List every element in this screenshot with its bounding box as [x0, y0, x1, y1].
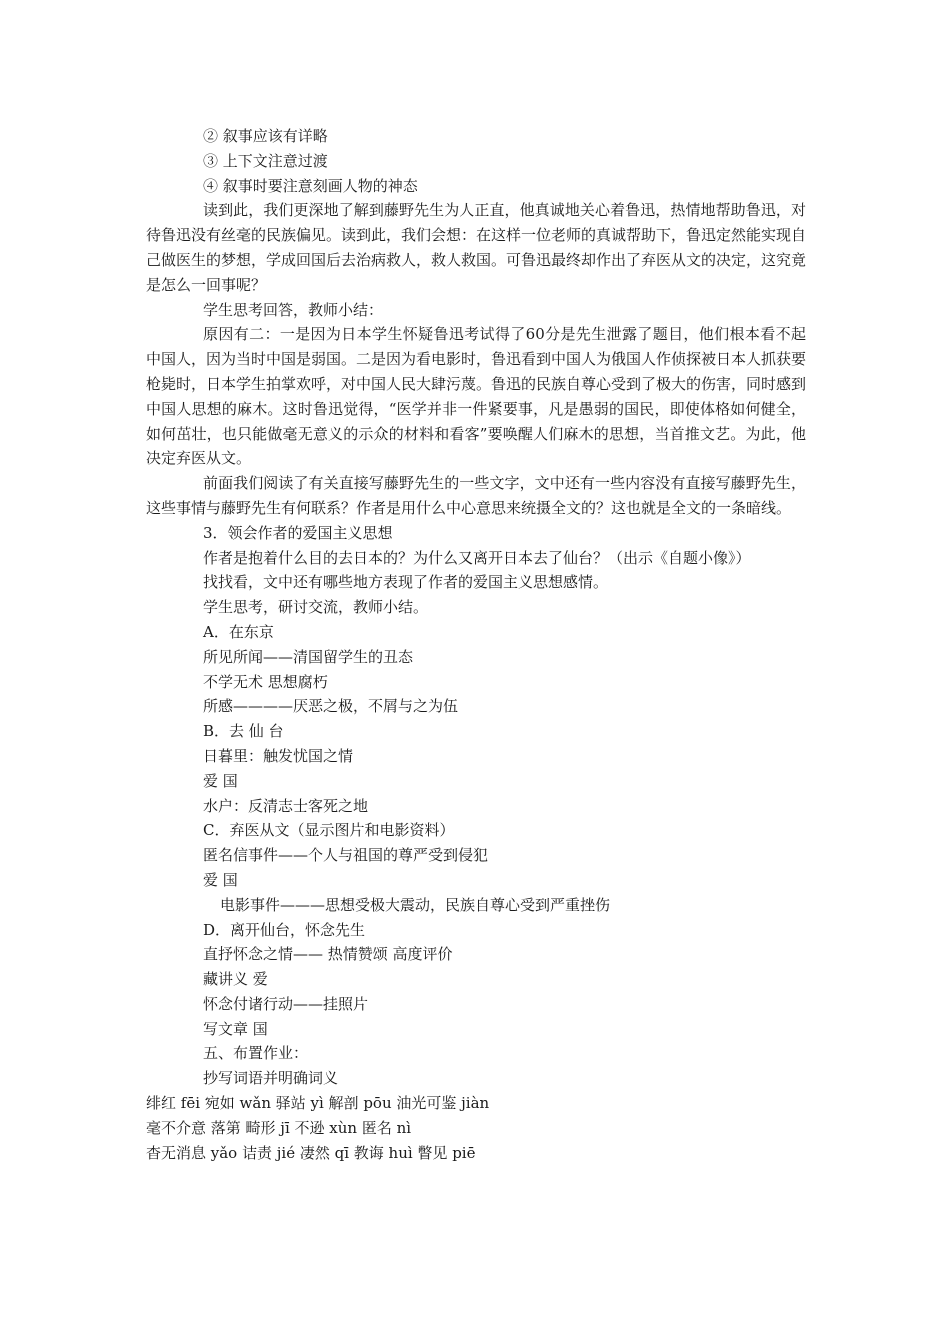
- outline-heading: D．离开仙台，怀念先生: [203, 920, 366, 939]
- text-line: 找找看，文中还有哪些地方表现了作者的爱国主义思想感情。: [203, 573, 609, 592]
- outline-heading: A．在东京: [203, 622, 274, 641]
- text-line: ② 叙事应该有详略: [203, 127, 328, 145]
- text-line: 不学无术 思想腐朽: [203, 672, 328, 691]
- text-line: ③ 上下文注意过渡: [203, 151, 328, 170]
- paragraph: 原因有二：一是因为日本学生怀疑鲁迅考试得了60分是先生泄露了题目，他们根本看不起中国人，因为当时中国是弱国。二是因为看电影时，鲁迅看到中国人为俄国人作侦探被日本人抓获要枪毙时，日本学生拍掌欢呼，对中国人民大肆污蔑。鲁迅的民族自尊心受到了极大的伤害，同时感到中国人思想的麻木。这时鲁迅觉得，“医学并非一件紧要事，凡是愚弱的国民，即使体格如何健全，如何茁壮，也只能做毫无意义的示众的材料和看客”要唤醒人们麻木的思想，当首推文艺。为此，他决定弃医从文。: [146, 325, 807, 468]
- vocab-line: 杳无消息 yǎo 诘责 jié 凄然 qī 教诲 huì 瞥见 piē: [146, 1143, 476, 1162]
- section-heading: 五、布置作业：: [203, 1044, 309, 1063]
- outline-heading: C．弃医从文（显示图片和电影资料）: [203, 821, 455, 840]
- text-line: 所感————厌恶之极，不屑与之为伍: [203, 697, 459, 716]
- paragraph: 作者是抱着什么目的去日本的？为什么又离开日本去了仙台？（出示《自题小像》）: [203, 548, 751, 567]
- vocab-line: 毫不介意 落第 畸形 jī 不逊 xùn 匿名 nì: [146, 1118, 412, 1137]
- text-line: 爱 国: [203, 771, 238, 790]
- outline-heading: B．去 仙 台: [203, 722, 284, 741]
- text-line: 匿名信事件——个人与祖国的尊严受到侵犯: [203, 846, 489, 865]
- text-line: 抄写词语并明确词义: [203, 1069, 339, 1088]
- text-line: 学生思考，研讨交流，教师小结。: [203, 598, 429, 617]
- text-line: 怀念付诸行动——挂照片: [203, 994, 369, 1013]
- text-line: 写文章 国: [203, 1019, 268, 1038]
- text-line: 日暮里：触发忧国之情: [203, 746, 354, 765]
- section-heading: 3．领会作者的爱国主义思想: [203, 523, 393, 542]
- text-line: ④ 叙事时要注意刻画人物的神态: [203, 176, 418, 195]
- text-line: 水户：反清志士客死之地: [203, 796, 369, 815]
- text-line: 直抒怀念之情—— 热情赞颂 高度评价: [203, 945, 453, 964]
- text-line: 电影事件———思想受极大震动，民族自尊心受到严重挫伤: [220, 895, 611, 914]
- text-line: 所见所闻——清国留学生的丑态: [203, 647, 414, 666]
- text-line: 藏讲义 爱: [203, 970, 268, 989]
- text-line: 学生思考回答，教师小结：: [203, 300, 384, 319]
- document-body: [146, 124, 806, 1165]
- vocab-line: 绯红 fēi 宛如 wǎn 驿站 yì 解剖 pōu 油光可鉴 jiàn: [146, 1094, 490, 1113]
- paragraph: 前面我们阅读了有关直接写藤野先生的一些文字，文中还有一些内容没有直接写藤野先生，这些事情与藤野先生有何联系？作者是用什么中心意思来统摄全文的？这也就是全文的一条暗线。: [146, 474, 806, 517]
- text-line: 爱 国: [203, 870, 238, 889]
- paragraph: 读到此，我们更深地了解到藤野先生为人正直，他真诚地关心着鲁迅，热情地帮助鲁迅，对待鲁迅没有丝毫的民族偏见。读到此，我们会想：在这样一位老师的真诚帮助下，鲁迅定然能实现自己做医生的梦想，学成回国后去治病救人，救人救国。可鲁迅最终却作出了弃医从文的决定，这究竟是怎么一回事呢？: [146, 201, 807, 294]
